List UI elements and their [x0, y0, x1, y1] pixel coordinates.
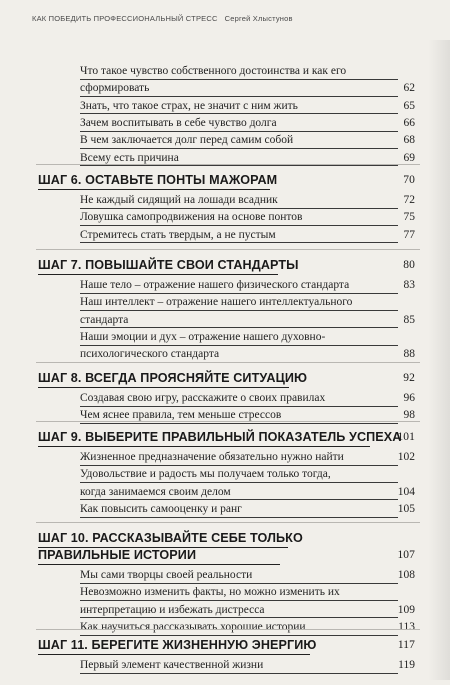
step-title: ШАГ 6. ОСТАВЬТЕ ПОНТЫ МАЖОРАМ	[38, 173, 278, 187]
page-number: 117	[397, 639, 415, 651]
page-number: 75	[403, 211, 415, 224]
page-number: 69	[403, 151, 415, 164]
page-number: 72	[403, 194, 415, 206]
book-title: КАК ПОБЕДИТЬ ПРОФЕССИОНАЛЬНЫЙ СТРЕСС	[32, 14, 218, 23]
running-head	[32, 14, 293, 23]
toc-entry-text: интерпретацию и избежать дистресса	[80, 603, 265, 616]
toc-entry-text: Наш интеллект – отражение нашего интеллектуального	[80, 296, 353, 309]
underline-rule	[80, 635, 398, 636]
underline-rule	[80, 165, 398, 166]
toc-entry-text: Чем яснее правила, тем меньше стрессов	[80, 409, 282, 422]
page-number: 109	[397, 603, 415, 616]
underline-rule	[80, 242, 398, 243]
step-title: ШАГ 8. ВСЕГДА ПРОЯСНЯЙТЕ СИТУАЦИЮ	[38, 371, 308, 385]
page-number: 92	[403, 372, 415, 384]
page-number: 80	[403, 259, 415, 271]
toc-entry-text: психологического стандарта	[80, 348, 220, 361]
toc-entry-text: Жизненное предназначение обязательно нужно найти	[80, 451, 344, 463]
section-divider	[36, 249, 420, 250]
section-divider	[36, 522, 420, 523]
toc-entry-text: Что такое чувство собственного достоинства и как его	[80, 65, 347, 77]
step-title: ШАГ 10. РАССКАЗЫВАЙТЕ СЕБЕ ТОЛЬКО	[38, 531, 303, 545]
step-title: ШАГ 9. ВЫБЕРИТЕ ПРАВИЛЬНЫЙ ПОКАЗАТЕЛЬ УСПЕХА	[38, 430, 402, 444]
toc-entry-text: Стремитесь стать твердым, а не пустым	[80, 228, 276, 241]
page-number: 96	[403, 392, 415, 404]
toc-entry-text: Ловушка самопродвижения на основе понтов	[80, 211, 303, 224]
section-divider	[36, 164, 420, 165]
page-number: 102	[397, 451, 415, 463]
page-number: 104	[397, 485, 415, 498]
toc-entry-text: Всему есть причина	[80, 151, 179, 164]
underline-rule	[80, 517, 398, 518]
page-number: 85	[403, 313, 415, 326]
toc-entry-text: Наше тело – отражение нашего физического стандарта	[80, 279, 350, 291]
section-divider	[36, 629, 420, 630]
toc-entry-text: Знать, что такое страх, не значит с ним жить	[80, 99, 298, 112]
page-number: 77	[403, 228, 415, 241]
page-number: 101	[397, 431, 415, 443]
toc-entry-text: стандарта	[80, 313, 129, 326]
page-number: 105	[397, 502, 415, 515]
step-title-underline	[38, 564, 280, 565]
page-number: 107	[397, 549, 415, 561]
toc-entry-text: Невозможно изменить факты, но можно изменить их	[80, 586, 340, 599]
toc-entry-text: Как научиться рассказывать хорошие истории	[80, 620, 306, 633]
step-title-underline	[38, 387, 289, 388]
section-divider	[36, 421, 420, 422]
page-number: 83	[403, 279, 415, 291]
step-title: ШАГ 7. ПОВЫШАЙТЕ СВОИ СТАНДАРТЫ	[38, 258, 299, 272]
underline-rule	[80, 423, 398, 424]
toc-entry-text: Наши эмоции и дух – отражение нашего духовно-	[80, 330, 326, 343]
step-title: ШАГ 11. БЕРЕГИТЕ ЖИЗНЕННУЮ ЭНЕРГИЮ	[38, 638, 317, 652]
toc-entry-text: Зачем воспитывать в себе чувство долга	[80, 116, 277, 129]
page-number: 68	[403, 134, 415, 147]
page-number: 62	[403, 82, 415, 95]
page-number: 65	[403, 99, 415, 112]
step-title-underline	[38, 274, 278, 275]
author-name: Сергей Хлыстунов	[224, 14, 293, 23]
toc-entry-text: Первый элемент качественной жизни	[80, 659, 264, 671]
page-number: 66	[403, 116, 415, 129]
page-number: 88	[403, 348, 415, 361]
page-number: 70	[403, 174, 415, 186]
page-number: 98	[403, 409, 415, 422]
page-number: 119	[398, 659, 415, 671]
step-title-underline	[38, 189, 270, 190]
page-number: 113	[398, 620, 415, 633]
toc-entry-text: Создавая свою игру, расскажите о своих правилах	[80, 392, 326, 404]
toc-entry-text: Не каждый сидящий на лошади всадник	[80, 194, 278, 206]
toc-entry-text: В чем заключается долг перед самим собой	[80, 134, 294, 147]
toc-entry-text: Удовольствие и радость мы получаем только тогда,	[80, 468, 331, 481]
toc-entry-text: сформировать	[80, 82, 150, 95]
toc-entry-text: Как повысить самооценку и ранг	[80, 502, 242, 515]
page-number: 108	[397, 569, 415, 581]
page-edge-shadow	[428, 40, 450, 680]
underline-rule	[80, 673, 398, 674]
step-title-underline	[38, 446, 370, 447]
step-title-underline	[38, 654, 310, 655]
toc-entry-text: Мы сами творцы своей реальности	[80, 569, 253, 581]
toc-entry-text: когда занимаемся своим делом	[80, 485, 231, 498]
section-divider	[36, 362, 420, 363]
step-title: ПРАВИЛЬНЫЕ ИСТОРИИ	[38, 548, 197, 562]
